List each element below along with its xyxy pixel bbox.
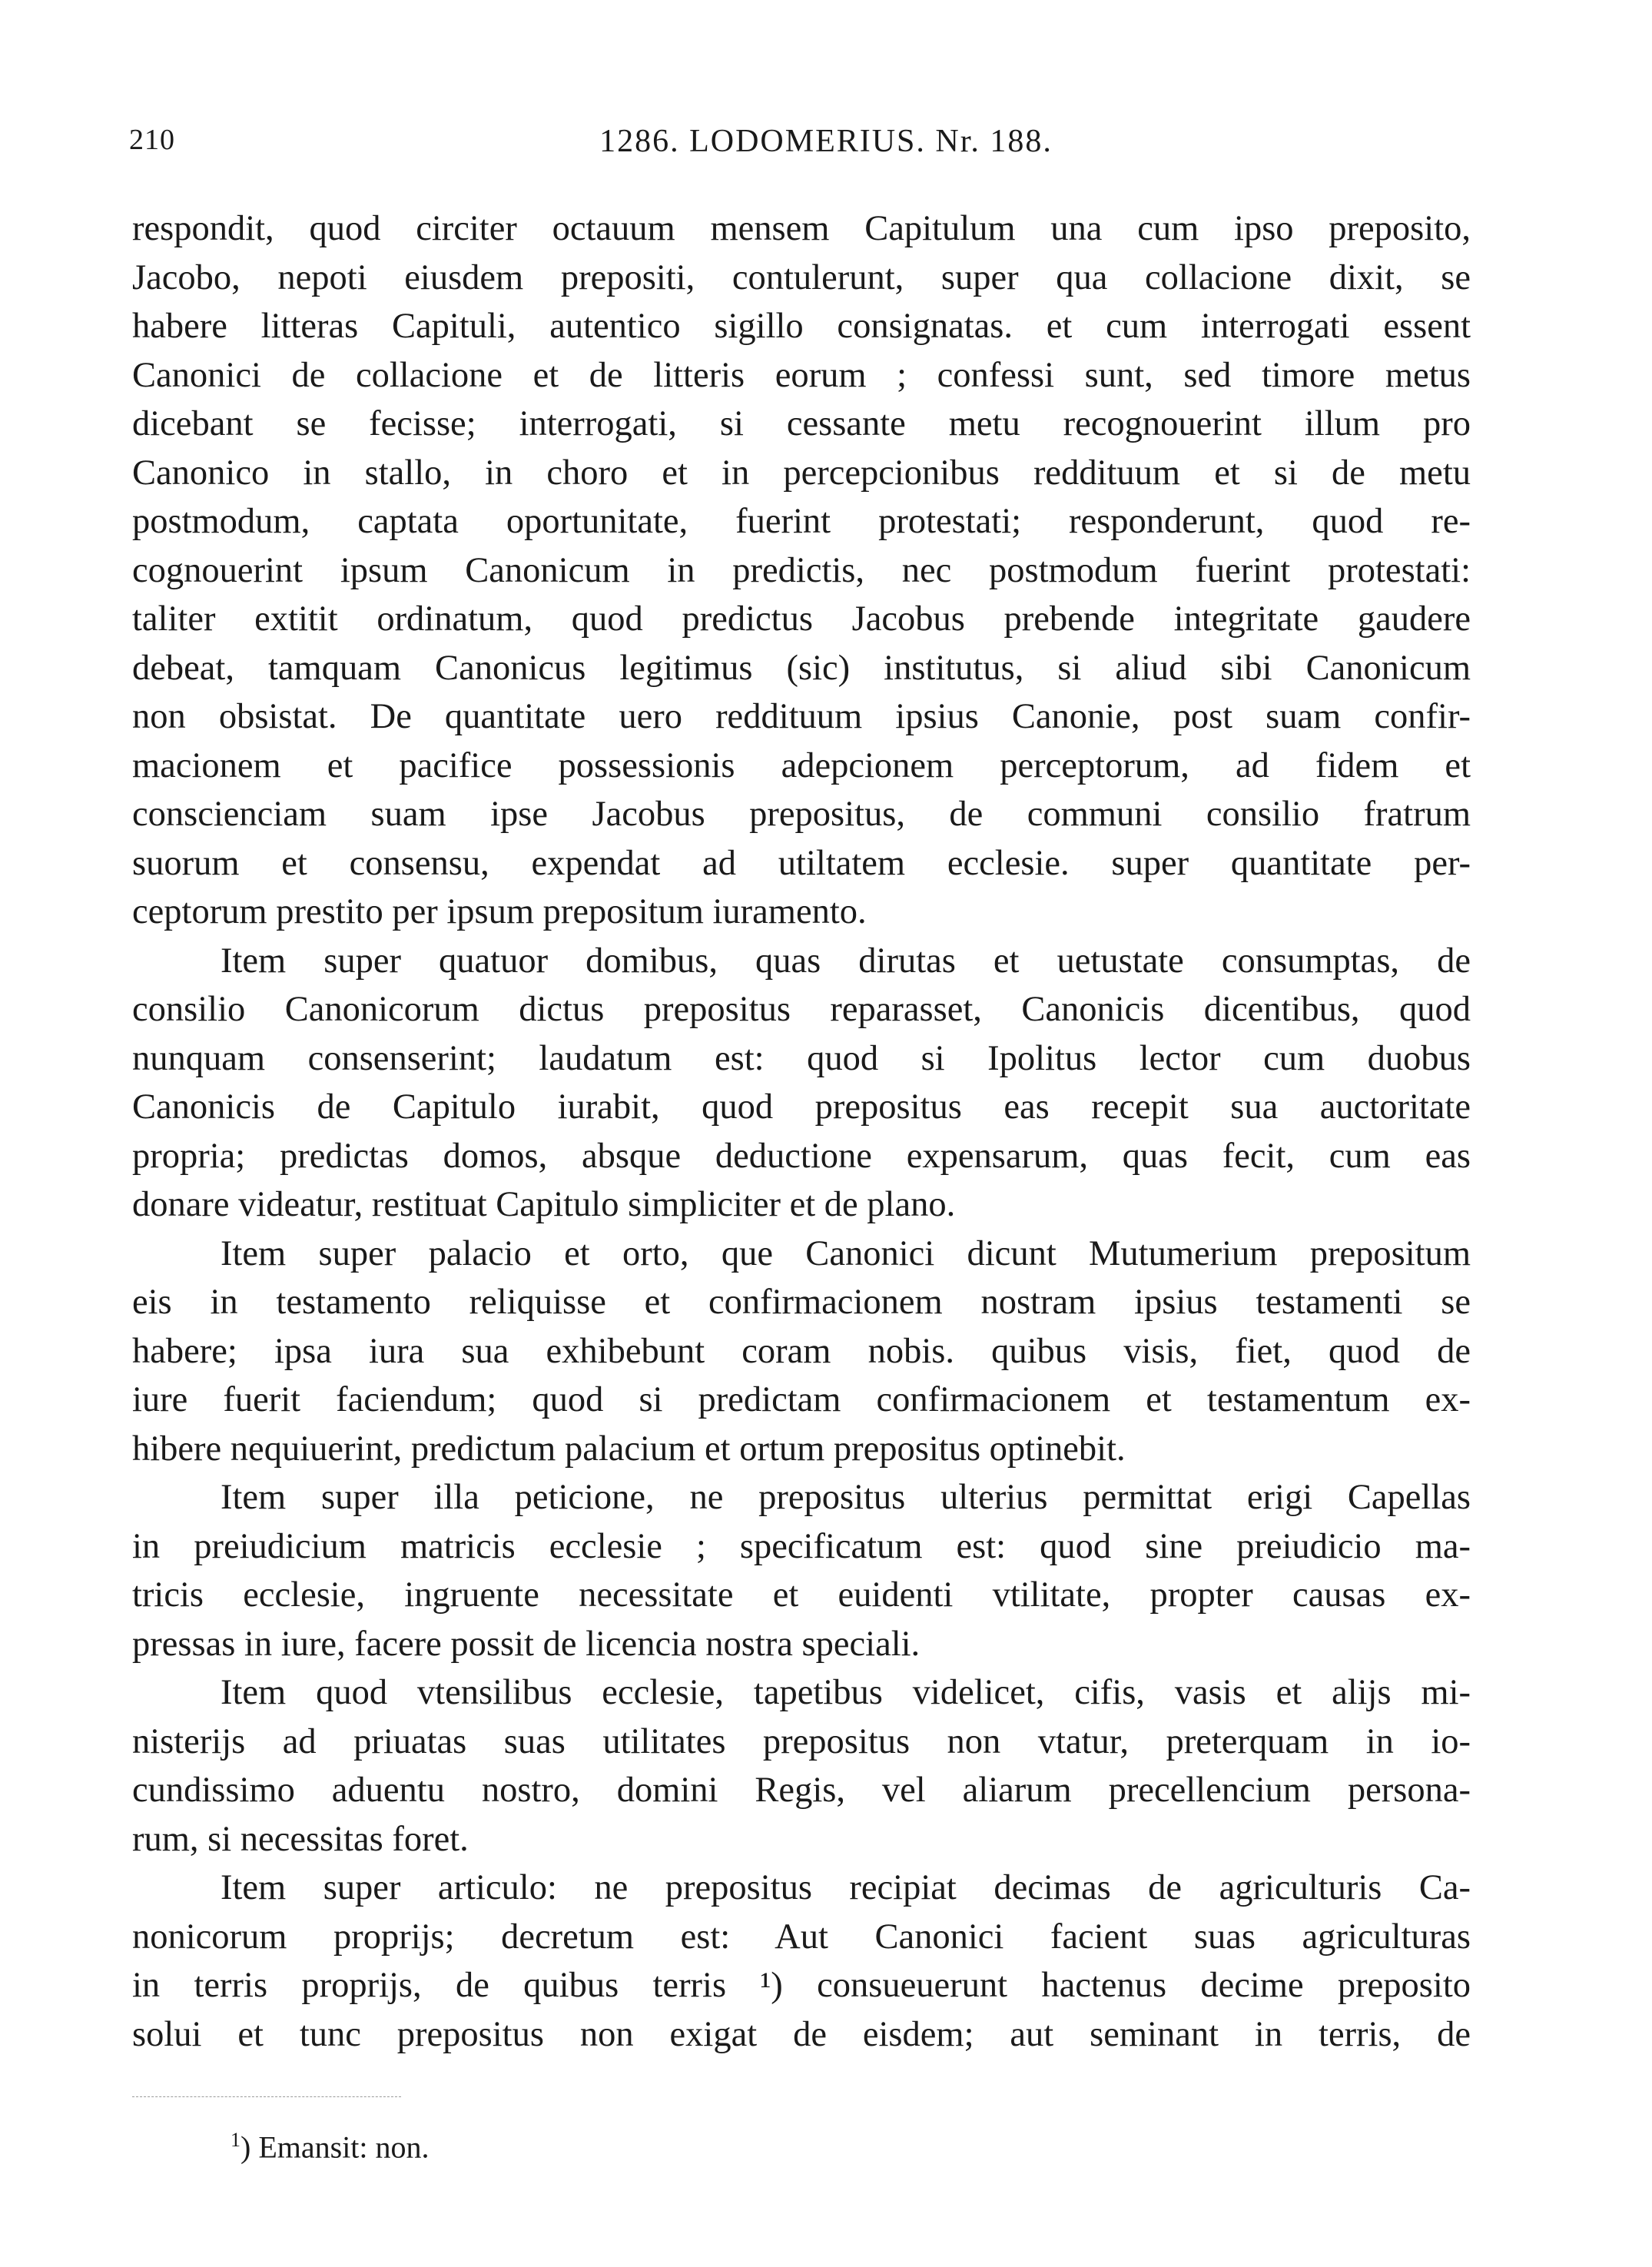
text-line: habere; ipsa iura sua exhibebunt coram nobis. quibus visis, fiet, quod de — [132, 1331, 1471, 1371]
text-line: postmodum, captata oportunitate, fuerint protestati; responderunt, quod re- — [132, 502, 1471, 541]
text-line: hibere nequiuerint, predictum palacium et ortum prepositus optinebit. — [132, 1429, 1126, 1469]
text-line: Canonici de collacione et de litteris eorum ; confessi sunt, sed timore metus — [132, 355, 1471, 395]
text-line: respondit, quod circiter octauum mensem Capitulum una cum ipso preposito, — [132, 209, 1471, 248]
text-line: macionem et pacifice possessionis adepcionem perceptorum, ad fidem et — [132, 745, 1471, 785]
text-line: donare videatur, restituat Capitulo simpliciter et de plano. — [132, 1185, 956, 1224]
text-line: cognouerint ipsum Canonicum in predictis, nec postmodum fuerint protestati: — [132, 550, 1471, 590]
footnote-marker: 1 — [231, 2129, 241, 2151]
text-line: habere litteras Capituli, autentico sigillo consignatas. et cum interrogati essent — [132, 307, 1471, 346]
text-line: Item super quatuor domibus, quas dirutas et uetustate consumptas, de — [221, 941, 1471, 981]
text-line: taliter extitit ordinatum, quod predictus Jacobus prebende integritate gaudere — [132, 599, 1471, 639]
text-line: rum, si necessitas foret. — [132, 1819, 469, 1859]
text-line: consilio Canonicorum dictus prepositus reparasset, Canonicis dicentibus, quod — [132, 990, 1471, 1029]
text-line: suorum et consensu, expendat ad utiltatem ecclesie. super quantitate per- — [132, 843, 1471, 883]
footnote-divider — [132, 2096, 401, 2097]
text-line: in preiudicium matricis ecclesie ; specificatum est: quod sine preiudicio ma- — [132, 1526, 1471, 1566]
text-line: Item super illa peticione, ne prepositus ulterius permittat erigi Capellas — [221, 1478, 1471, 1517]
text-line: solui et tunc prepositus non exigat de eisdem; aut seminant in terris, de — [132, 2014, 1471, 2054]
text-line: nonicorum proprijs; decretum est: Aut Canonici facient suas agriculturas — [132, 1917, 1471, 1957]
text-line: tricis ecclesie, ingruente necessitate et euidenti vtilitate, propter causas ex- — [132, 1575, 1471, 1615]
text-line: Item super palacio et orto, que Canonici dicunt Mutumerium prepositum — [221, 1233, 1471, 1273]
text-line: eis in testamento reliquisse et confirmacionem nostram ipsius testamenti se — [132, 1283, 1471, 1322]
text-line: Canonicis de Capitulo iurabit, quod prepositus eas recepit sua auctoritate — [132, 1087, 1471, 1127]
text-line: Canonico in stallo, in choro et in percepcionibus reddituum et si de metu — [132, 453, 1471, 493]
footnote — [231, 2129, 430, 2165]
text-line: dicebant se fecisse; interrogati, si cessante metu recognouerint illum pro — [132, 404, 1471, 443]
footnote-text: ) Emansit: non. — [241, 2129, 430, 2165]
text-line: non obsistat. De quantitate uero reddituum ipsius Canonie, post suam confir- — [132, 697, 1471, 736]
text-line: ceptorum prestito per ipsum prepositum iuramento. — [132, 892, 867, 931]
text-line: conscienciam suam ipse Jacobus prepositus, de communi consilio fratrum — [132, 795, 1471, 834]
text-line: nunquam consenserint; laudatum est: quod si Ipolitus lector cum duobus — [132, 1038, 1471, 1078]
text-line: propria; predictas domos, absque deductione expensarum, quas fecit, cum eas — [132, 1136, 1471, 1176]
text-line: pressas in iure, facere possit de licencia nostra speciali. — [132, 1624, 921, 1664]
text-line: Item quod vtensilibus ecclesie, tapetibus videlicet, cifis, vasis et alijs mi- — [221, 1673, 1471, 1712]
page-number: 210 — [129, 124, 175, 156]
text-line: cundissimo aduentu nostro, domini Regis, vel aliarum precellencium persona- — [132, 1771, 1471, 1810]
text-line: Item super articulo: ne prepositus recipiat decimas de agriculturis Ca- — [221, 1868, 1471, 1907]
text-line: in terris proprijs, de quibus terris ¹) consueuerunt hactenus decime preposito — [132, 1966, 1471, 2005]
body-text — [132, 204, 1471, 2059]
text-line: Jacobo, nepoti eiusdem prepositi, contulerunt, super qua collacione dixit, se — [132, 257, 1471, 297]
text-line: iure fuerit faciendum; quod si predictam confirmacionem et testamentum ex- — [132, 1380, 1471, 1419]
running-head: 1286. LODOMERIUS. Nr. 188. — [599, 124, 1053, 159]
text-line: nisterijs ad priuatas suas utilitates prepositus non vtatur, preterquam in io- — [132, 1721, 1471, 1761]
text-line: debeat, tamquam Canonicus legitimus (sic) institutus, si aliud sibi Canonicum — [132, 648, 1471, 688]
